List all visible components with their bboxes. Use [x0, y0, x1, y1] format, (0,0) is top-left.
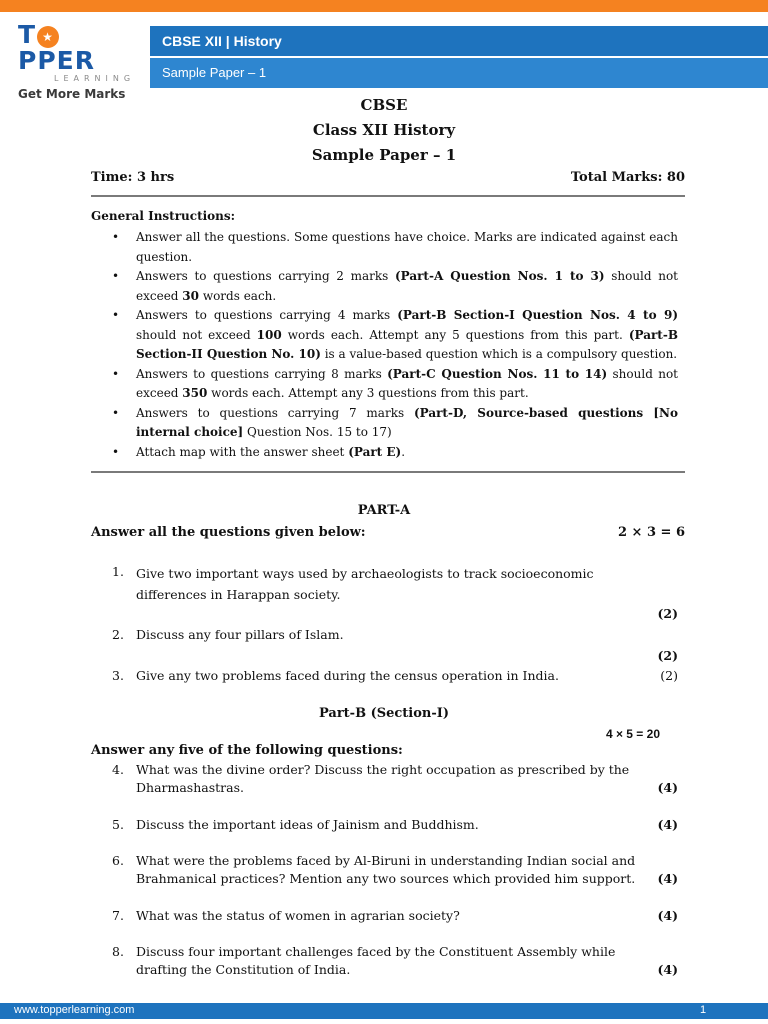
paper-title: Sample Paper – 1: [311, 146, 457, 164]
paper-label: Sample Paper – 1: [162, 65, 267, 80]
total-marks-label: Total Marks: 80: [570, 170, 685, 185]
time-label: Time: 3 hrs: [91, 170, 175, 185]
question-marks: (2): [660, 668, 678, 683]
star-icon: ★: [37, 26, 59, 48]
divider-top: [91, 195, 685, 197]
question-marks: (4): [657, 817, 678, 832]
top-orange-stripe: [0, 0, 768, 12]
instruction-item: • Answers to questions carrying 8 marks (Part-C Question Nos. 11 to 14) should not exceed 350 words each. Attempt any 3 questions from this part.: [112, 365, 678, 404]
question-marks: (4): [657, 962, 678, 977]
part-a-heading: PART-A: [357, 503, 411, 518]
paper-band: [150, 58, 768, 88]
instructions-list: [112, 228, 678, 462]
part-a-instruction: Answer all the questions given below:: [91, 525, 366, 540]
subject-label: CBSE XII | History: [162, 33, 282, 49]
part-b-instruction: Answer any five of the following questions:: [91, 743, 403, 758]
instruction-item: • Answer all the questions. Some questions have choice. Marks are indicated against each question.: [112, 228, 678, 267]
question-marks: (4): [657, 780, 678, 795]
question-marks: (4): [657, 871, 678, 886]
question-marks: (2): [657, 648, 678, 663]
part-b-marks: 4 × 5 = 20: [605, 727, 660, 741]
topper-logo: T ★PPER LEARNING Get More Marks: [18, 20, 136, 101]
board-title: CBSE: [360, 96, 408, 114]
subject-band: [150, 26, 768, 56]
page-header: [0, 12, 768, 101]
page-number: 1: [700, 1004, 707, 1016]
instruction-item: • Answers to questions carrying 7 marks (Part-D, Source-based questions [No internal choice] Question Nos. 15 to 17): [112, 404, 678, 443]
question-marks: (2): [657, 606, 678, 621]
instruction-item: • Answers to questions carrying 2 marks (Part-A Question Nos. 1 to 3) should not exceed 30 words each.: [112, 267, 678, 306]
part-a-marks: 2 × 3 = 6: [617, 525, 685, 540]
class-title: Class XII History: [312, 121, 456, 139]
logo-subtitle: LEARNING: [54, 74, 136, 83]
instruction-item: • Attach map with the answer sheet (Part E).: [112, 443, 678, 463]
instructions-title: General Instructions:: [91, 209, 236, 223]
footer-url-link[interactable]: www.topperlearning.com: [14, 1004, 135, 1016]
divider-bottom: [91, 471, 685, 473]
part-b-heading: Part-B (Section-I): [318, 706, 450, 721]
paper-titles: [0, 93, 768, 168]
part-a-instruction-row: [91, 525, 685, 540]
question-marks: (4): [657, 908, 678, 923]
instruction-item: • Answers to questions carrying 4 marks (Part-B Section-I Question Nos. 4 to 9) should not exceed 100 words each. Attempt any 5 questions from this part. (Part-B Section-II Question No. 10) is a value-based question which is a compulsory question.: [112, 306, 678, 365]
time-marks-row: [91, 170, 685, 185]
logo-tagline: Get More Marks: [18, 87, 126, 101]
page-footer: [0, 1003, 768, 1019]
